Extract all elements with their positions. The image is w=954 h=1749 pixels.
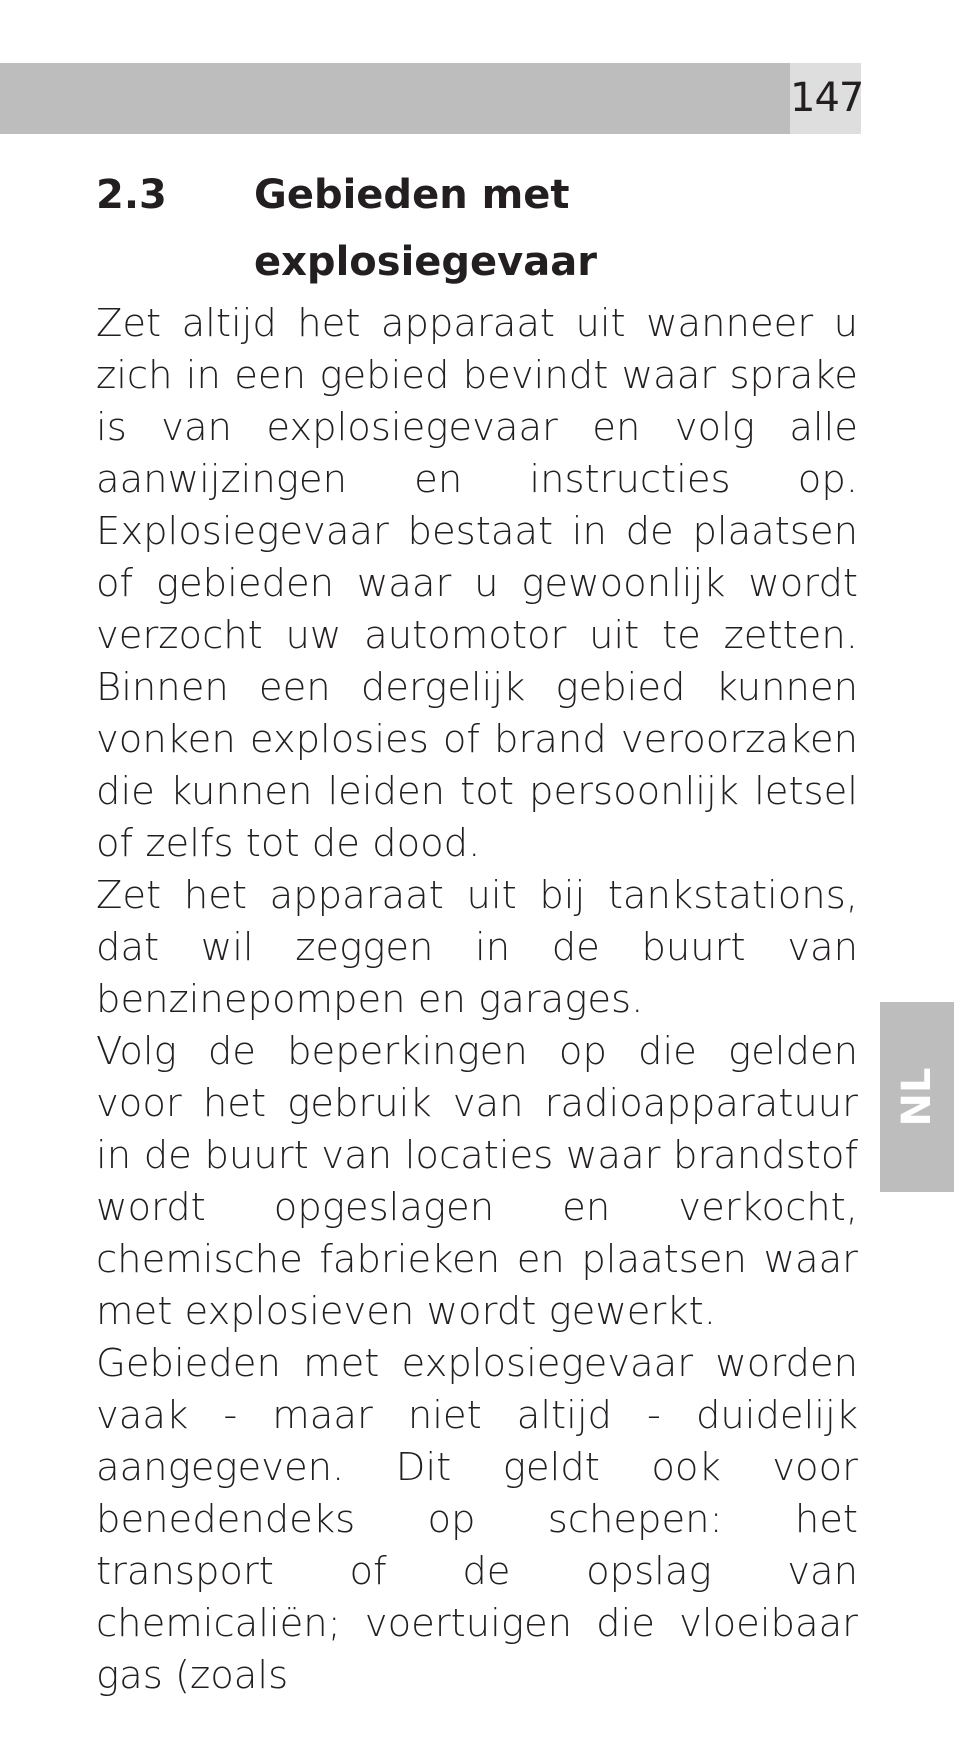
paragraph: Volg de beperkingen op die gelden voor het gebruik van radioapparatuur in de buurt van locaties waar brandstof wordt opgeslagen en verkocht, chemische fabrieken en plaatsen waar met explosieven wordt gewerkt. bbox=[96, 1029, 858, 1334]
paragraph: Gebieden met explosiegevaar worden vaak - maar niet altijd - duidelijk aangegeven. Dit geldt ook voor benedendeks op schepen: het transport of de opslag van chemicaliën; voertuigen die vloeibaar gas (zoals bbox=[96, 1341, 858, 1698]
page-number: 147 bbox=[790, 63, 861, 134]
body-text bbox=[96, 298, 858, 1702]
paragraph: Zet altijd het apparaat uit wanneer u zich in een gebied bevindt waar sprake is van explosiegevaar en volg alle aanwijzingen en instructies op. Explosiegevaar bestaat in de plaatsen of gebieden waar u gewoonlijk wordt verzocht uw automotor uit te zetten. Binnen een dergelijk gebied kunnen vonken explosies of brand veroorzaken die kunnen leiden tot persoonlijk letsel of zelfs tot de dood. bbox=[96, 301, 858, 866]
language-label: NL bbox=[894, 1067, 940, 1127]
section-title: Gebieden met explosiegevaar bbox=[254, 172, 597, 285]
header-bar bbox=[0, 63, 790, 134]
language-tab bbox=[880, 1002, 954, 1192]
paragraph: Zet het apparaat uit bij tankstations, dat wil zeggen in de buurt van benzinepompen en garages. bbox=[96, 873, 858, 1022]
section-number: 2.3 bbox=[96, 172, 167, 218]
